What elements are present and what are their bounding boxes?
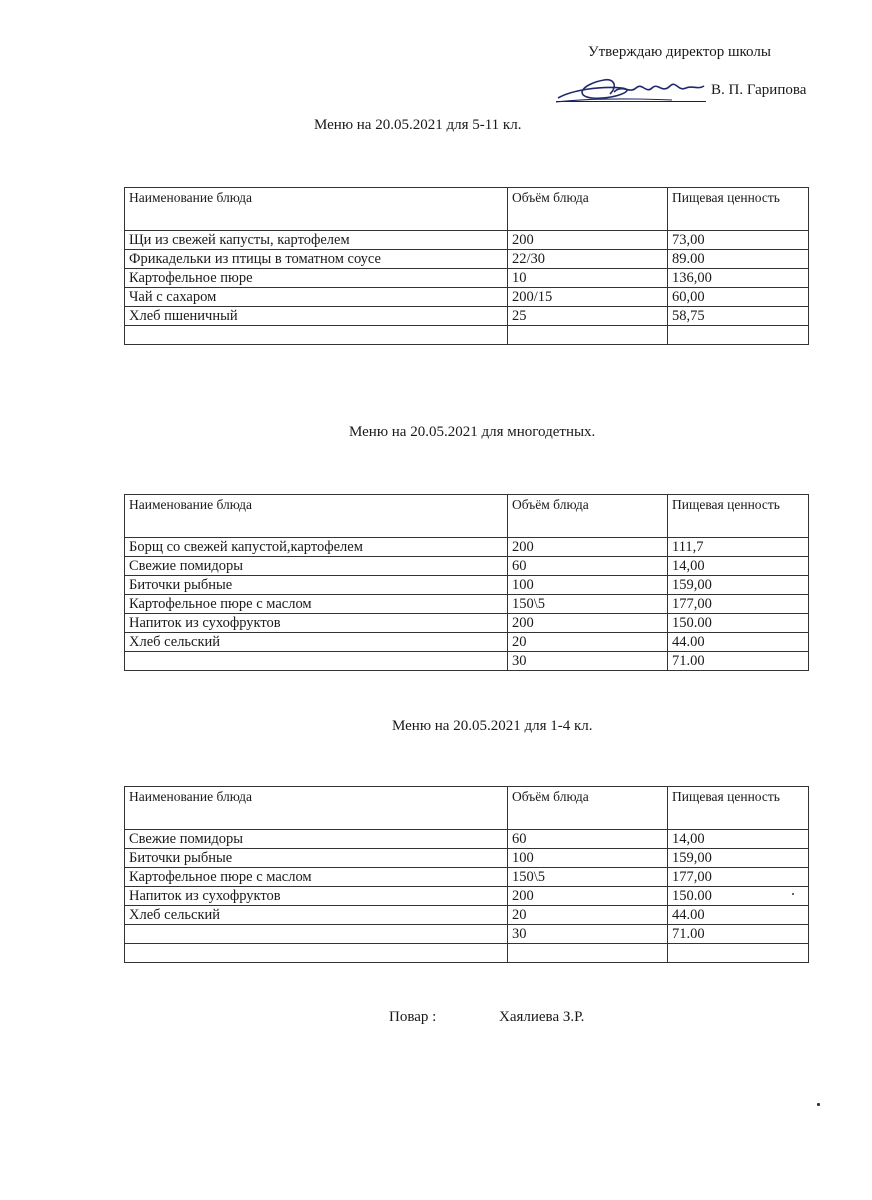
header-portion: Объём блюда [508,787,668,830]
dish-nutrition: 177,00 [668,868,809,887]
table-row [125,849,809,868]
dish-name: Борщ со свежей капустой,картофелем [125,538,508,557]
table-row [125,887,809,906]
header-nutrition: Пищевая ценность [668,787,809,830]
dish-portion: 200 [508,231,668,250]
dish-portion [508,326,668,345]
header-portion: Объём блюда [508,495,668,538]
dish-portion: 60 [508,557,668,576]
table-row [125,231,809,250]
dish-portion: 20 [508,633,668,652]
dish-nutrition: 60,00 [668,288,809,307]
menu-caption-5-11: Меню на 20.05.2021 для 5-11 кл. [314,117,522,133]
dish-name [125,925,508,944]
menu-caption-1-4: Меню на 20.05.2021 для 1-4 кл. [392,718,593,734]
header-dish-name: Наименование блюда [125,188,508,231]
dish-name: Свежие помидоры [125,557,508,576]
dish-name: Напиток из сухофруктов [125,614,508,633]
header-nutrition: Пищевая ценность [668,188,809,231]
dish-nutrition: 71.00 [668,652,809,671]
dish-nutrition: 159,00 [668,576,809,595]
dish-name: Свежие помидоры [125,830,508,849]
dish-portion: 60 [508,830,668,849]
dish-portion: 150\5 [508,595,668,614]
dish-name: Биточки рыбные [125,849,508,868]
dish-nutrition: 159,00 [668,849,809,868]
table-header-row [125,495,809,538]
table-row [125,576,809,595]
dish-portion [508,944,668,963]
table-row [125,830,809,849]
table-row [125,925,809,944]
dish-name: Картофельное пюре с маслом [125,595,508,614]
table-row [125,614,809,633]
dish-name: Хлеб сельский [125,633,508,652]
dish-name: Хлеб пшеничный [125,307,508,326]
dish-portion: 25 [508,307,668,326]
dish-name: Напиток из сухофруктов [125,887,508,906]
dish-nutrition: 44.00 [668,906,809,925]
table-row [125,269,809,288]
dish-name: Хлеб сельский [125,906,508,925]
dish-portion: 200 [508,887,668,906]
table-row [125,538,809,557]
scan-speck [817,1103,820,1106]
dish-nutrition: 111,7 [668,538,809,557]
dish-name: Картофельное пюре с маслом [125,868,508,887]
dish-nutrition: 150.00 [668,887,809,906]
header-nutrition: Пищевая ценность [668,495,809,538]
header-dish-name: Наименование блюда [125,787,508,830]
dish-name [125,652,508,671]
dish-name: Щи из свежей капусты, картофелем [125,231,508,250]
dish-portion: 20 [508,906,668,925]
dish-nutrition [668,326,809,345]
dish-portion: 200 [508,614,668,633]
menu-table-large-families [124,494,809,671]
table-row [125,326,809,345]
table-row [125,868,809,887]
dish-portion: 30 [508,652,668,671]
dish-portion: 200/15 [508,288,668,307]
table-row [125,944,809,963]
dish-portion: 30 [508,925,668,944]
signature-line [556,101,706,102]
dish-portion: 100 [508,849,668,868]
dish-nutrition: 177,00 [668,595,809,614]
dish-nutrition: 58,75 [668,307,809,326]
dish-name [125,326,508,345]
header-portion: Объём блюда [508,188,668,231]
table-header-row [125,787,809,830]
dish-name: Биточки рыбные [125,576,508,595]
director-name: В. П. Гарипова [711,82,807,98]
dish-nutrition: 44.00 [668,633,809,652]
table-row [125,557,809,576]
table-row [125,307,809,326]
table-row [125,250,809,269]
dish-nutrition: 150.00 [668,614,809,633]
table-row [125,288,809,307]
table-row [125,633,809,652]
dish-portion: 200 [508,538,668,557]
dish-name: Картофельное пюре [125,269,508,288]
header-dish-name: Наименование блюда [125,495,508,538]
cook-label: Повар : [389,1009,437,1025]
dish-portion: 22/30 [508,250,668,269]
dish-name: Чай с сахаром [125,288,508,307]
table-header-row [125,188,809,231]
dish-nutrition: 71.00 [668,925,809,944]
dish-name [125,944,508,963]
menu-table-5-11 [124,187,809,345]
scan-speck [792,893,794,895]
dish-nutrition: 73,00 [668,231,809,250]
dish-portion: 150\5 [508,868,668,887]
cook-name: Хаялиева З.Р. [499,1009,585,1025]
dish-portion: 10 [508,269,668,288]
dish-name: Фрикадельки из птицы в томатном соусе [125,250,508,269]
menu-caption-large-families: Меню на 20.05.2021 для многодетных. [349,424,596,440]
dish-nutrition: 14,00 [668,830,809,849]
dish-nutrition: 14,00 [668,557,809,576]
dish-nutrition: 89.00 [668,250,809,269]
dish-portion: 100 [508,576,668,595]
dish-nutrition [668,944,809,963]
table-row [125,652,809,671]
menu-table-1-4 [124,786,809,963]
approval-title: Утверждаю директор школы [588,44,771,60]
table-row [125,906,809,925]
table-row [125,595,809,614]
dish-nutrition: 136,00 [668,269,809,288]
